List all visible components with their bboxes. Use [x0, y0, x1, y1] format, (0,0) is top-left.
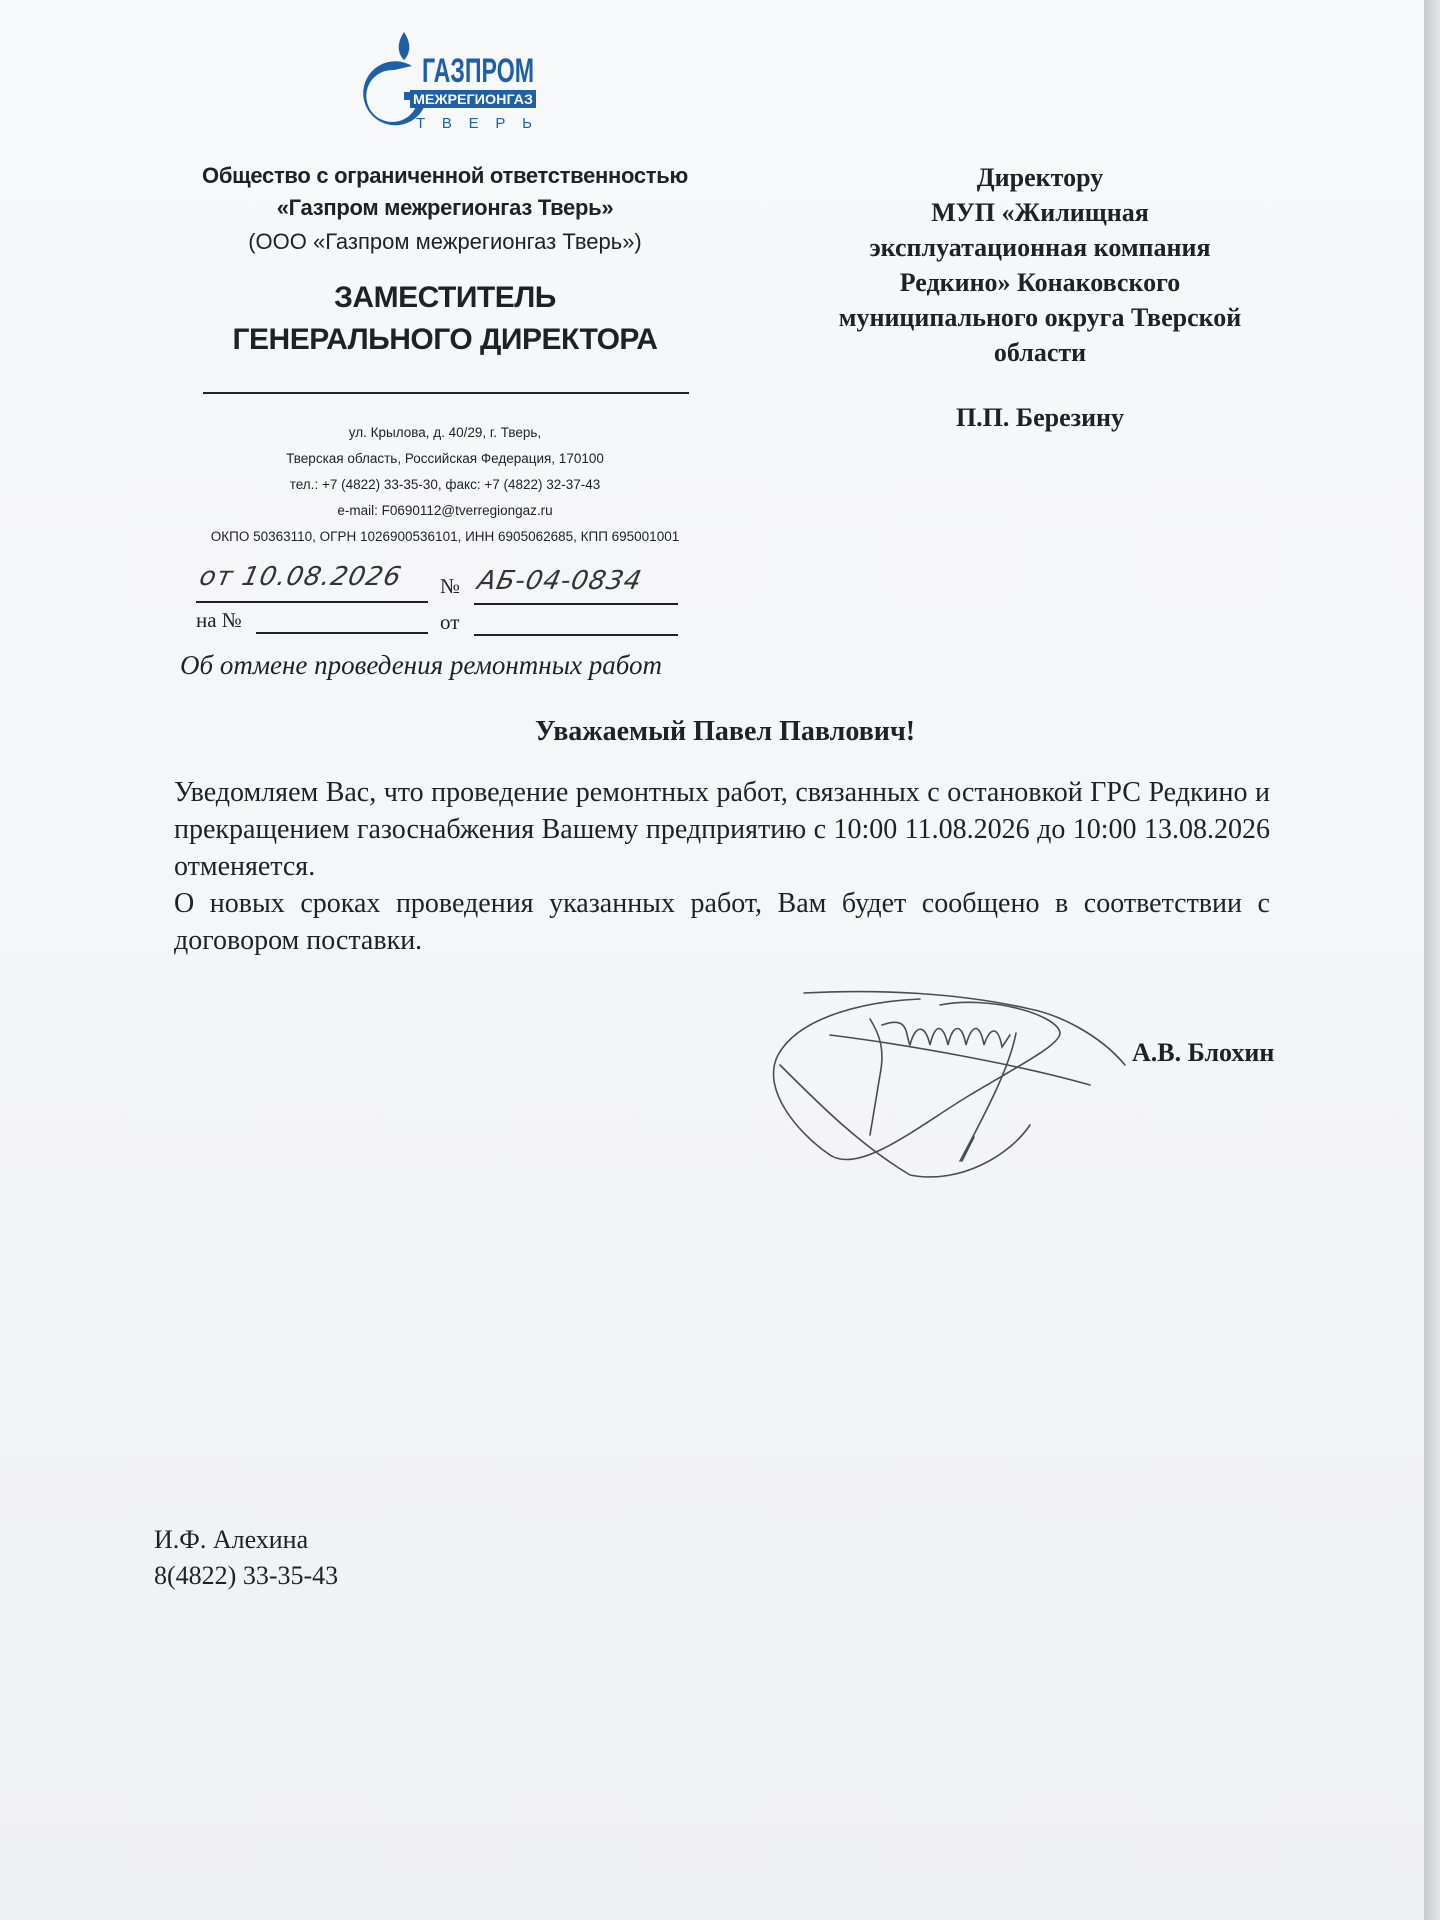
registration-number-label: № — [440, 574, 461, 598]
sender-phone: тел.: +7 (4822) 33-35-30, факс: +7 (4822) 32-37-43 — [289, 477, 601, 492]
executor-block — [154, 1522, 338, 1594]
reply-from-label: от — [440, 610, 460, 634]
executor-phone: 8(4822) 33-35-43 — [154, 1561, 339, 1590]
reply-to-label: на № — [196, 608, 242, 632]
signer-name: А.В. Блохин — [1132, 1038, 1275, 1067]
letter-body — [174, 774, 1270, 959]
body-paragraph-2: О новых сроках проведения указанных работ, Вам будет сообщено в соответствии с договором поставки. — [174, 888, 1270, 956]
reply-date-line — [474, 634, 678, 636]
header-rule — [203, 392, 689, 394]
org-short-name: (ООО «Газпром межрегионгаз Тверь») — [248, 229, 642, 254]
position-line2: ГЕНЕРАЛЬНОГО ДИРЕКТОРА — [232, 323, 658, 356]
recipient-line2: МУП «Жилищная — [931, 198, 1149, 227]
org-line1: Общество с ограниченной ответственностью — [202, 163, 688, 188]
paper-edge-shadow — [1424, 0, 1440, 1920]
gazprom-logo — [352, 30, 538, 134]
recipient-line1: Директору — [976, 163, 1104, 192]
sender-region: Тверская область, Российская Федерация, 170100 — [286, 451, 604, 466]
sender-codes: ОКПО 50363110, ОГРН 1026900536101, ИНН 6905062685, КПП 695001001 — [210, 529, 680, 544]
recipient-line5: муниципального округа Тверской — [838, 303, 1242, 332]
sender-position — [150, 277, 740, 361]
recipient-name: П.П. Березину — [955, 403, 1125, 432]
reply-number-line — [256, 632, 428, 634]
logo-sub-text: МЕЖРЕГИОНГАЗ — [413, 91, 534, 107]
registration-number: АБ-04-0834 — [474, 566, 645, 596]
sender-address: ул. Крылова, д. 40/29, г. Тверь, — [348, 425, 542, 440]
executor-name: И.Ф. Алехина — [154, 1525, 309, 1554]
position-line1: ЗАМЕСТИТЕЛЬ — [334, 281, 556, 314]
recipient-line4: Редкино» Конаковского — [899, 268, 1181, 297]
sender-contacts — [150, 420, 740, 550]
number-line — [474, 603, 678, 605]
letter-greeting: Уважаемый Павел Павлович! — [534, 716, 916, 747]
logo-brand-text: ГАЗПРОМ — [422, 52, 534, 90]
sender-email: e-mail: F0690112@tverregiongaz.ru — [337, 503, 553, 518]
org-line2: «Газпром межрегионгаз Тверь» — [276, 195, 614, 220]
recipient-line6: области — [993, 338, 1087, 367]
logo-city-text: ТВЕРЬ — [416, 115, 532, 132]
handwritten-signature — [760, 975, 1140, 1195]
recipient-block — [760, 160, 1320, 435]
registration-date: от 10.08.2026 — [196, 562, 405, 592]
letter-subject: Об отмене проведения ремонтных работ — [180, 650, 662, 680]
date-line — [196, 601, 428, 603]
recipient-line3: эксплуатационная компания — [869, 233, 1211, 262]
sender-organization — [150, 160, 740, 224]
body-paragraph-1: Уведомляем Вас, что проведение ремонтных работ, связанных с остановкой ГРС Редкино и прекращением газоснабжения Вашему предприятию с 10:00 11.08.2026 до 10:00 13.08.2026 отменяется. — [174, 777, 1270, 882]
